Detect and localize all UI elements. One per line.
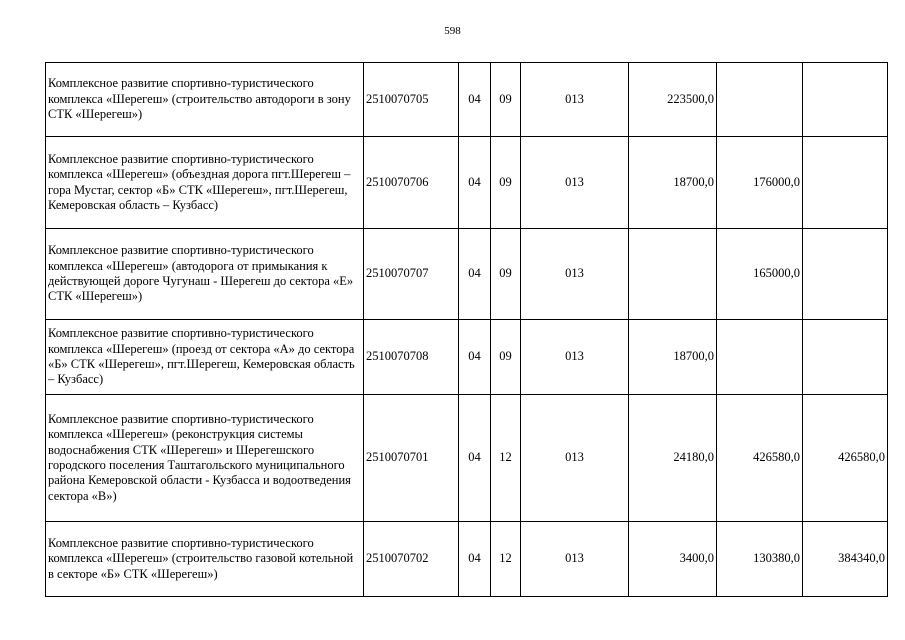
amount-year-3-cell xyxy=(803,229,888,320)
program-name-cell: Комплексное развитие спортивно-туристического комплекса «Шерегеш» (строительство автодороги в зону СТК «Шерегеш») xyxy=(46,63,364,137)
table-row xyxy=(46,63,888,137)
subsection-cell: 09 xyxy=(491,320,521,395)
table-row xyxy=(46,137,888,229)
target-article-code-cell: 2510070707 xyxy=(364,229,459,320)
amount-year-3-cell: 384340,0 xyxy=(803,522,888,597)
target-article-code-cell: 2510070706 xyxy=(364,137,459,229)
section-cell: 04 xyxy=(459,63,491,137)
table-row xyxy=(46,320,888,395)
program-name-cell: Комплексное развитие спортивно-туристического комплекса «Шерегеш» (автодорога от примыкания к действующей дороге Чугунаш - Шерегеш до сектора «Е» СТК «Шерегеш») xyxy=(46,229,364,320)
amount-year-1-cell: 3400,0 xyxy=(629,522,717,597)
target-article-code-cell: 2510070705 xyxy=(364,63,459,137)
subsection-cell: 12 xyxy=(491,522,521,597)
subsection-cell: 09 xyxy=(491,63,521,137)
expense-type-cell: 013 xyxy=(521,137,629,229)
amount-year-3-cell xyxy=(803,320,888,395)
section-cell: 04 xyxy=(459,395,491,522)
amount-year-3-cell xyxy=(803,63,888,137)
amount-year-3-cell: 426580,0 xyxy=(803,395,888,522)
page-number: 598 xyxy=(444,25,461,37)
table-row xyxy=(46,395,888,522)
subsection-cell: 09 xyxy=(491,137,521,229)
table-row xyxy=(46,229,888,320)
amount-year-1-cell: 223500,0 xyxy=(629,63,717,137)
amount-year-2-cell xyxy=(717,63,803,137)
amount-year-2-cell xyxy=(717,320,803,395)
amount-year-1-cell: 18700,0 xyxy=(629,320,717,395)
table-row xyxy=(46,522,888,597)
target-article-code-cell: 2510070708 xyxy=(364,320,459,395)
section-cell: 04 xyxy=(459,522,491,597)
subsection-cell: 09 xyxy=(491,229,521,320)
amount-year-2-cell: 165000,0 xyxy=(717,229,803,320)
amount-year-1-cell: 24180,0 xyxy=(629,395,717,522)
expense-type-cell: 013 xyxy=(521,522,629,597)
amount-year-2-cell: 130380,0 xyxy=(717,522,803,597)
target-article-code-cell: 2510070701 xyxy=(364,395,459,522)
program-name-cell: Комплексное развитие спортивно-туристического комплекса «Шерегеш» (проезд от сектора «А» до сектора «Б» СТК «Шерегеш», пгт.Шерегеш, Кемеровская область – Кузбасс) xyxy=(46,320,364,395)
amount-year-3-cell xyxy=(803,137,888,229)
expense-type-cell: 013 xyxy=(521,63,629,137)
program-name-cell: Комплексное развитие спортивно-туристического комплекса «Шерегеш» (объездная дорога пгт.Шерегеш – гора Мустаг, сектор «Б» СТК «Шерегеш», пгт.Шерегеш, Кемеровская область – Кузбасс) xyxy=(46,137,364,229)
section-cell: 04 xyxy=(459,137,491,229)
amount-year-1-cell: 18700,0 xyxy=(629,137,717,229)
amount-year-2-cell: 176000,0 xyxy=(717,137,803,229)
program-name-cell: Комплексное развитие спортивно-туристического комплекса «Шерегеш» (реконструкция системы водоснабжения СТК «Шерегеш» и Шерегешского городского поселения Таштагольского муниципального района Кемеровской области - Кузбасса и водоотведения сектора «В») xyxy=(46,395,364,522)
section-cell: 04 xyxy=(459,229,491,320)
target-article-code-cell: 2510070702 xyxy=(364,522,459,597)
expense-type-cell: 013 xyxy=(521,320,629,395)
section-cell: 04 xyxy=(459,320,491,395)
subsection-cell: 12 xyxy=(491,395,521,522)
program-name-cell: Комплексное развитие спортивно-туристического комплекса «Шерегеш» (строительство газовой котельной в секторе «Б» СТК «Шерегеш») xyxy=(46,522,364,597)
amount-year-1-cell xyxy=(629,229,717,320)
budget-table xyxy=(45,62,888,597)
amount-year-2-cell: 426580,0 xyxy=(717,395,803,522)
expense-type-cell: 013 xyxy=(521,395,629,522)
expense-type-cell: 013 xyxy=(521,229,629,320)
